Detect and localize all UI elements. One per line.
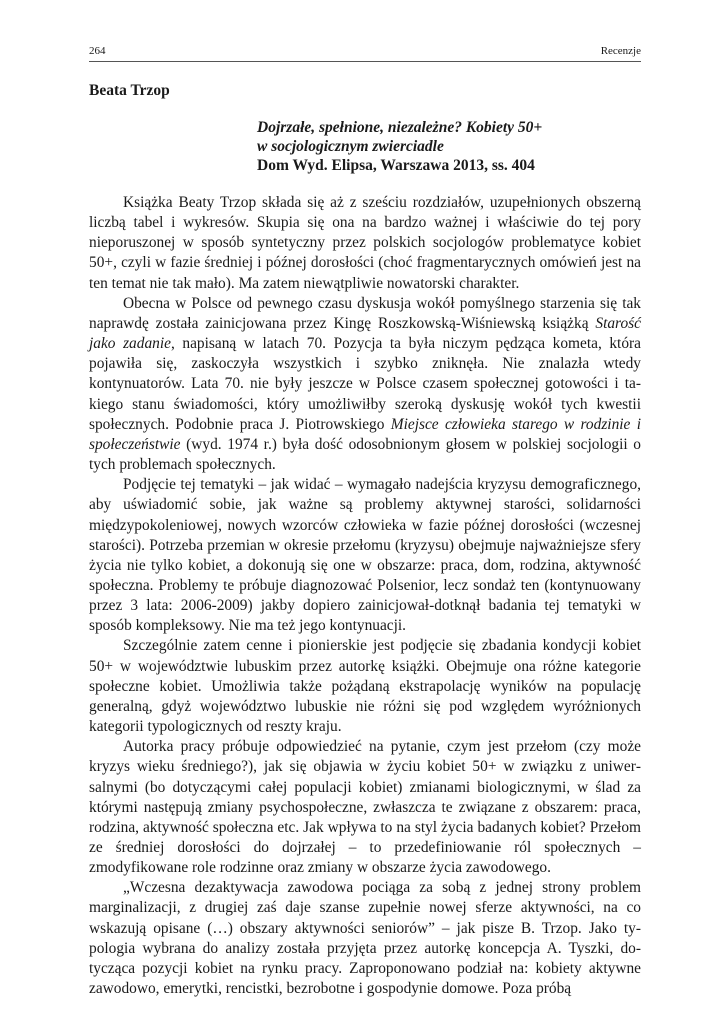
paragraph-5: Autorka pracy próbuje odpowiedzieć na pytanie, czym jest przełom (czy może kryzys wieku średniego?), jak się objawia w życiu kobiet 50+ w związku z uniwersalnymi (bo dotyczącymi całej populacji kobiet) zmianami biologicznymi, w ślad za którymi następują zmiany psychospołeczne, zwłaszcza te związane z obszarem: praca, rodzina, aktywność społeczna etc. Jak wpływa to na styl życia badanych kobiet? Przełom ze średniej dorosłości do dojrzałej – to przedefiniowanie ról społecznych – zmodyfikowane role rodzinne oraz zmiany w obszarze życia zawodowego. [89, 738, 641, 877]
paragraph-1: Książka Beaty Trzop składa się aż z sześciu rozdziałów, uzupełnionych obszerną liczbą tabel i wykresów. Skupia się ona na bardzo ważnej i właściwie do tej pory nieporuszonej w sposób syntetyczny przez polskich socjologów problematyce kobiet 50+, czyli w fazie średniej i późnej dorosłości (choć fragmentarycznych omówień jest na ten temat nie tak mało). Ma zatem niewątpliwie nowatorski charakter. [89, 194, 641, 292]
paragraph-2-part-e: (wyd. 1974 r.) była dość odosobnionym głosem w polskiej socjologii o tych problemach społecznych. [89, 435, 641, 474]
paragraph-2 [89, 294, 641, 475]
review-body [89, 193, 641, 999]
running-header [89, 44, 641, 62]
review-author: Beata Trzop [89, 82, 170, 99]
section-title: Recenzje [600, 45, 641, 57]
review-page [89, 44, 641, 999]
cited-title-miejsce: Miejsce człowieka starego w rodzinie i społeczeństwie [89, 415, 641, 453]
book-publisher: Dom Wyd. Elipsa, Warszawa 2013, ss. 404 [257, 157, 535, 174]
page-number: 264 [89, 45, 106, 57]
cited-title-starosc: Starość jako zadanie [89, 314, 641, 353]
paragraph-2-part-a: Obecna w Polsce od pewnego czasu dyskusja wokół pomyślnego starzenia się tak naprawdę została zainicjowana przez Kingę Roszkowską-Wiśniewską książką [89, 294, 641, 332]
book-title-line-1: Dojrzałe, spełnione, niezależne? Kobiety 50+ [257, 119, 543, 136]
paragraph-4: Szczególnie zatem cenne i pionierskie jest podjęcie się zbadania kondycji kobiet 50+ w województwie lubuskim przez autorkę książki. Obejmuje ona różne kategorie społeczne kobiet. Umożliwia także pożądaną ekstrapolację wyników na populację generalną, gdyż województwo lubuskie nie różni się pod względem wyróżnionych kategorii typologicznych od reszty kraju. [89, 637, 641, 736]
paragraph-6: „Wczesna dezaktywacja zawodowa pociąga za sobą z jednej strony problem marginalizacji, z drugiej zaś daje szanse zupełnie nowej sferze aktywności, na co wskazują opisane (…) obszary aktywności seniorów” – jak pisze B. Trzop. Jako typologia wybrana do analizy została przyjęta przez autorkę koncepcja A. Tyszki, dotycząca pozycji kobiet na rynku pracy. Zaproponowano podział na: kobiety aktywne zawodowo, emerytki, rencistki, bezrobotne i gospodynie domowe. Poza próbą [89, 879, 641, 998]
paragraph-2-part-c: , napisaną w latach 70. Pozycja ta była niczym pędząca kometa, która pojawiła się, zaskoczyła wszystkich i szybko zniknęła. Nie znalazła wtedy kontynuatorów. Lata 70. nie były jeszcze w Polsce czasem społecznej gotowości i takiego stanu świadomości, który umożliwiłby szeroką dyskusję wokół tych kwestii społecznych. Podobnie praca J. Piotrowskiego [89, 335, 641, 433]
paragraph-3: Podjęcie tej tematyki – jak widać – wymagało nadejścia kryzysu demograficznego, aby uświadomić sobie, jak ważne są problemy aktywnej starości, solidarności międzypokoleniowej, nowych wzorców człowieka w fazie późnej dorosłości (wczesnej starości). Potrzeba przemian w okresie przełomu (kryzysu) obejmuje najważniejsze sfery życia nie tylko kobiet, a dokonują się one w obszarze: praca, dom, rodzina, aktywność społeczna. Problemy te próbuje diagnozować Polsenior, lecz sondaż ten (kontynuowany przez 3 lata: 2006-2009) jakby dopiero zainicjował-dotknął badania tej tematyki w sposób kompleksowy. Nie ma też jego kontynuacji. [89, 476, 641, 635]
book-citation [257, 118, 641, 175]
book-title-line-2: w socjologicznym zwierciadle [257, 138, 444, 155]
